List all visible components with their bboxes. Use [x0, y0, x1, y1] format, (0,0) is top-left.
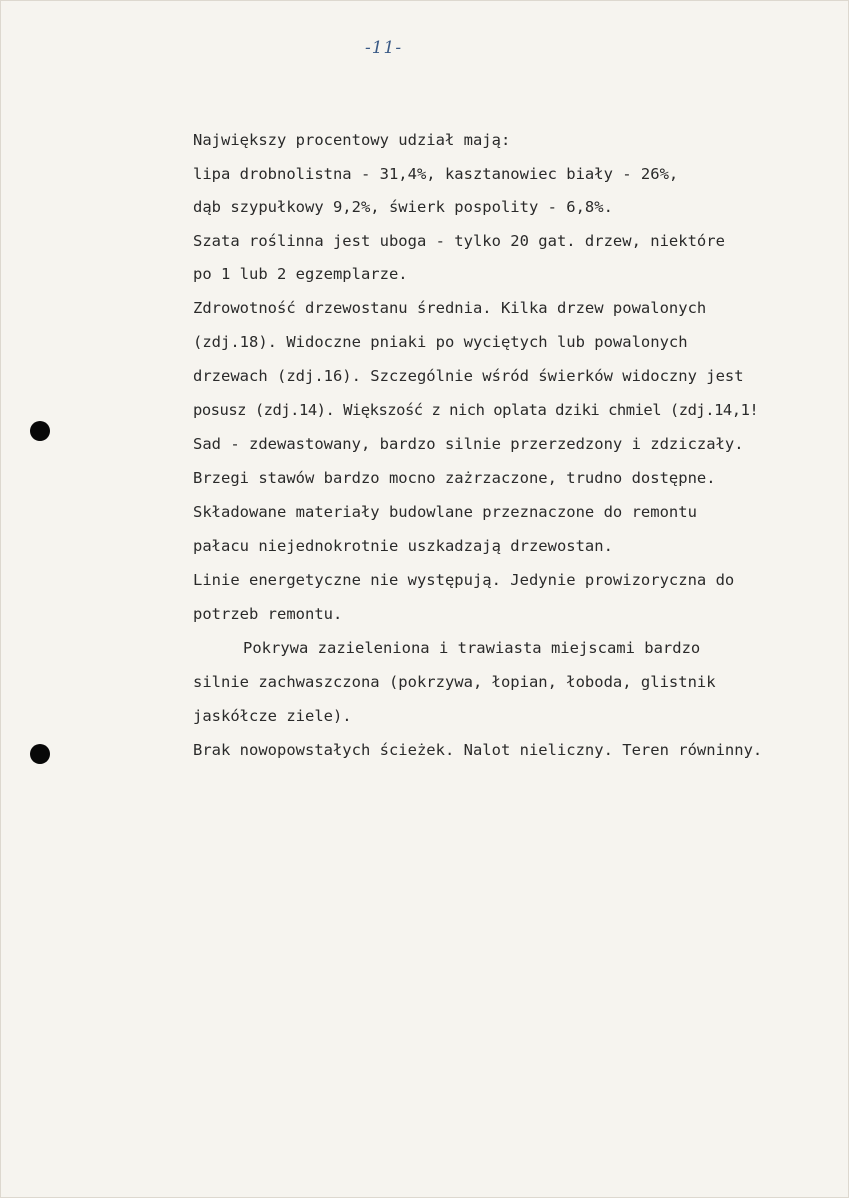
text-line: Sad - zdewastowany, bardzo silnie przerzedzony i zdziczały.	[193, 435, 744, 453]
text-line: po 1 lub 2 egzemplarze.	[193, 265, 408, 283]
text-line: dąb szypułkowy 9,2%, świerk pospolity - 6,8%.	[193, 198, 613, 216]
text-line: lipa drobnolistna - 31,4%, kasztanowiec biały - 26%,	[193, 165, 679, 183]
punch-hole-bottom	[30, 744, 50, 764]
text-line: Pokrywa zazieleniona i trawiasta miejscami bardzo	[243, 639, 701, 657]
text-line: Składowane materiały budowlane przeznaczone do remontu	[193, 503, 697, 521]
text-line: Brak nowopowstałych ścieżek. Nalot nieliczny. Teren równinny.	[193, 741, 763, 759]
text-line: drzewach (zdj.16). Szczególnie wśród świerków widoczny jest	[193, 367, 744, 385]
text-line: silnie zachwaszczona (pokrzywa, łopian, łoboda, glistnik	[193, 673, 716, 691]
text-line: Największy procentowy udział mają:	[193, 131, 511, 149]
punch-hole-top	[30, 421, 50, 441]
text-line: Zdrowotność drzewostanu średnia. Kilka drzew powalonych	[193, 299, 707, 317]
text-line: pałacu niejednokrotnie uszkadzają drzewostan.	[193, 537, 613, 555]
text-line: Linie energetyczne nie występują. Jedynie prowizoryczna do	[193, 571, 735, 589]
text-line: posusz (zdj.14). Większość z nich oplata dziki chmiel (zdj.14,1!	[193, 401, 759, 419]
text-line: Szata roślinna jest uboga - tylko 20 gat. drzew, niektóre	[193, 232, 725, 250]
text-line: Brzegi stawów bardzo mocno zażrzaczone, trudno dostępne.	[193, 469, 716, 487]
text-line: jaskółcze ziele).	[193, 707, 352, 725]
page-number: -11-	[365, 38, 403, 58]
text-line: (zdj.18). Widoczne pniaki po wyciętych lub powalonych	[193, 333, 688, 351]
text-line: potrzeb remontu.	[193, 605, 343, 623]
